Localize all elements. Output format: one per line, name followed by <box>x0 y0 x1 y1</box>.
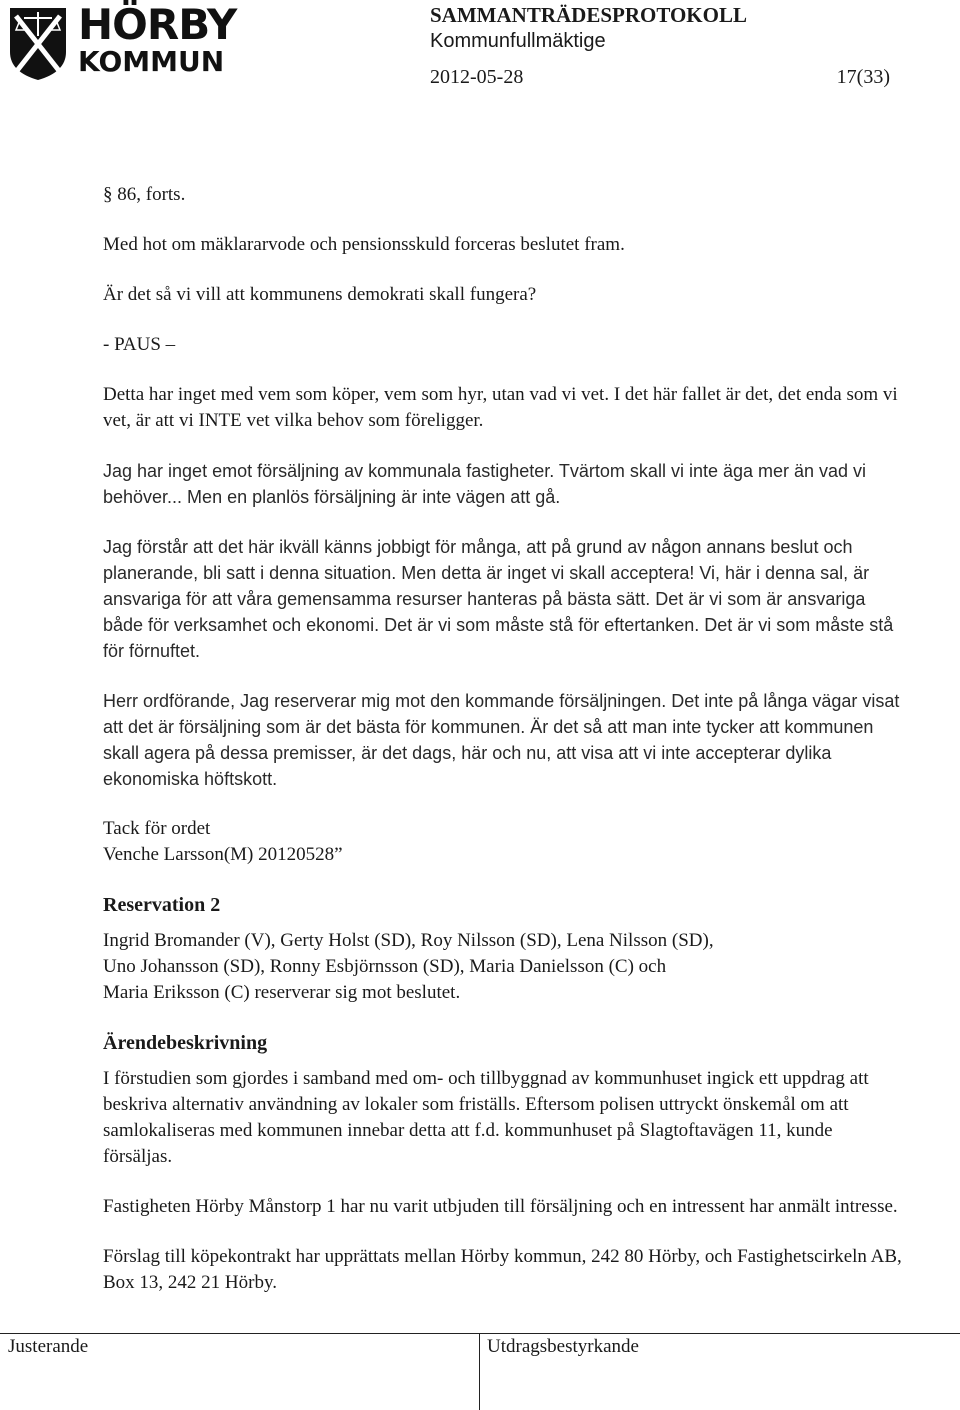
document-header <box>430 2 890 90</box>
paragraph: Herr ordförande, Jag reserverar mig mot den kommande försäljningen. Det inte på långa vägar visat att det är försäljning som är det bästa för kommunen. Är det så att man inte tycker att kommunen skall agera på dessa premisser, är det dags, här och nu, att visa att vi inte accepterar dylika ekonomiska höftskott. <box>103 691 900 789</box>
closing-block <box>103 816 903 868</box>
paragraph: Förslag till köpekontrakt har upprättats mellan Hörby kommun, 242 80 Hörby, och Fastighetscirkeln AB, Box 13, 242 21 Hörby. <box>103 1246 902 1293</box>
reservation-line: Uno Johansson (SD), Ronny Esbjörnsson (SD), Maria Danielsson (C) och <box>103 956 667 977</box>
reservation-line: Ingrid Bromander (V), Gerty Holst (SD), Roy Nilsson (SD), Lena Nilsson (SD), <box>103 930 714 951</box>
paragraph: Jag har inget emot försäljning av kommunala fastigheter. Tvärtom skall vi inte äga mer än vad vi behöver... Men en planlös försäljning är inte vägen att gå. <box>103 461 867 507</box>
header-meta-row <box>430 64 890 90</box>
paragraph: Är det så vi vill att kommunens demokrati skall fungera? <box>103 284 537 305</box>
paragraph: Jag förstår att det här ikväll känns jobbigt för många, att på grund av någon annans beslut och planerande, bli satt i denna situation. Men detta är inget vi skall acceptera! Vi, här i denna sal, är ansvariga för att våra gemensamma resurser hanteras på bästa sätt. Det är vi som är ansvariga både för verksamhet och ekonomi. Det är vi som måste stå för eftertanken. Det är vi som måste stå för förnuftet. <box>103 537 894 661</box>
footer-utdragsbestyrkande: Utdragsbestyrkande <box>487 1336 639 1357</box>
page-number: 17(33) <box>836 66 890 88</box>
document-body <box>103 182 903 1320</box>
paragraph: Detta har inget med vem som köper, vem som hyr, utan vad vi vet. I det här fallet är det, det enda som vi vet, är att vi INTE vet vilka behov som föreligger. <box>103 384 898 431</box>
coat-of-arms-icon <box>8 6 68 82</box>
closing-signature: Venche Larsson(M) 20120528” <box>103 844 343 865</box>
assembly-name: Kommunfullmäktige <box>430 30 606 52</box>
paragraph: - PAUS – <box>103 334 176 355</box>
reservation-line: Maria Eriksson (C) reserverar sig mot beslutet. <box>103 982 461 1003</box>
footer-justerande: Justerande <box>8 1336 89 1357</box>
closing-thanks: Tack för ordet <box>103 818 211 839</box>
paragraph: Fastigheten Hörby Månstorp 1 har nu varit utbjuden till försäljning och en intressent har anmält intresse. <box>103 1196 898 1217</box>
section-reference: § 86, forts. <box>103 184 186 205</box>
meeting-date: 2012-05-28 <box>430 66 524 88</box>
footer-rule <box>0 1333 960 1334</box>
logo-sub: KOMMUN <box>78 45 225 78</box>
reservation-heading: Reservation 2 <box>103 894 221 916</box>
arende-heading: Ärendebeskrivning <box>103 1032 268 1054</box>
logo-wordmark <box>78 2 236 76</box>
protocol-title: SAMMANTRÄDESPROTOKOLL <box>430 3 747 27</box>
logo-name: HÖRBY <box>78 0 237 49</box>
paragraph: Med hot om mäklararvode och pensionsskuld forceras beslutet fram. <box>103 234 625 255</box>
reservation-text <box>103 928 903 1006</box>
footer-divider <box>479 1333 480 1410</box>
paragraph: I förstudien som gjordes i samband med om- och tillbyggnad av kommunhuset ingick ett uppdrag att beskriva alternativ användning av lokaler som friställs. Eftersom polisen uttryckt önskemål om att samlokaliseras med kommunen innebar detta att f.d. kommunhuset på Slagtoftavägen 11, kunde försäljas. <box>103 1068 869 1167</box>
